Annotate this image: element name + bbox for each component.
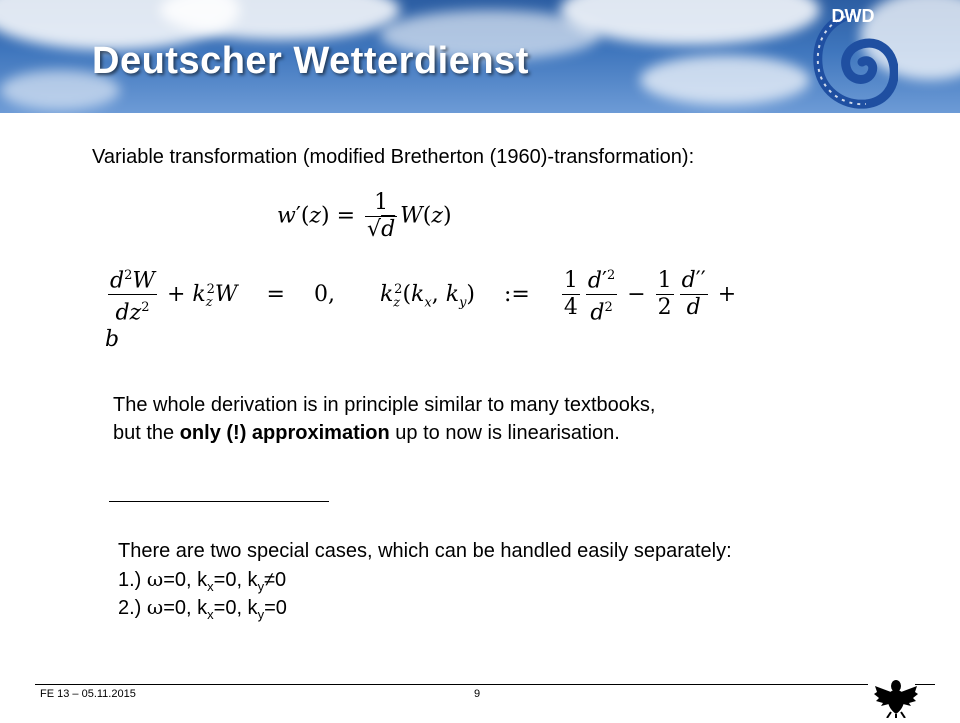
case-1-label: 1.): [118, 569, 142, 591]
footer-date: FE 13 – 05.11.2015: [40, 688, 136, 700]
derivation-line-2: [113, 420, 620, 446]
page-number: 9: [474, 688, 481, 700]
case-2: 2.) ω=0, $k_x=0$, $k_y=0$: [118, 595, 287, 622]
case-2-label: 2.): [118, 597, 142, 619]
derivation-line-1: The whole derivation is in principle similar to many textbooks,: [113, 394, 656, 416]
approximation-emphasis: only (!) approximation: [179, 422, 390, 444]
equation-wave: $\frac{d^2W}{dz^2}$ + $k_z^2W = 0$, $k_z^2(k_x$, $k_y$) := $\frac{1}{4}$ $\frac{d'^2}{d^2}$ − $\frac{1}{2}$ $\frac{d''}{d}$ + b: [105, 263, 745, 352]
dwd-logo-icon: [808, 6, 898, 110]
intro-text: Variable transformation (modified Bretherton (1960)-transformation):: [92, 146, 695, 168]
federal-eagle-icon: [873, 678, 919, 718]
header-banner: [0, 0, 960, 113]
page-title: Deutscher Wetterdienst: [92, 40, 529, 82]
equation-transform: w′(z) = $\frac{1}{√d}$ W(z): [277, 190, 452, 242]
derivation-text-pre: but the: [113, 422, 180, 444]
footer-line: [35, 684, 868, 685]
logo-text: DWD: [831, 6, 875, 26]
separator-line: [109, 501, 329, 502]
cloud: [640, 55, 810, 105]
cases-intro: There are two special cases, which can be handled easily separately:: [118, 540, 732, 562]
case-1: 1.) ω=0, $k_x=0$, $k_y\ne 0$: [118, 567, 287, 594]
derivation-text-post: up to now is linearisation.: [389, 422, 620, 444]
